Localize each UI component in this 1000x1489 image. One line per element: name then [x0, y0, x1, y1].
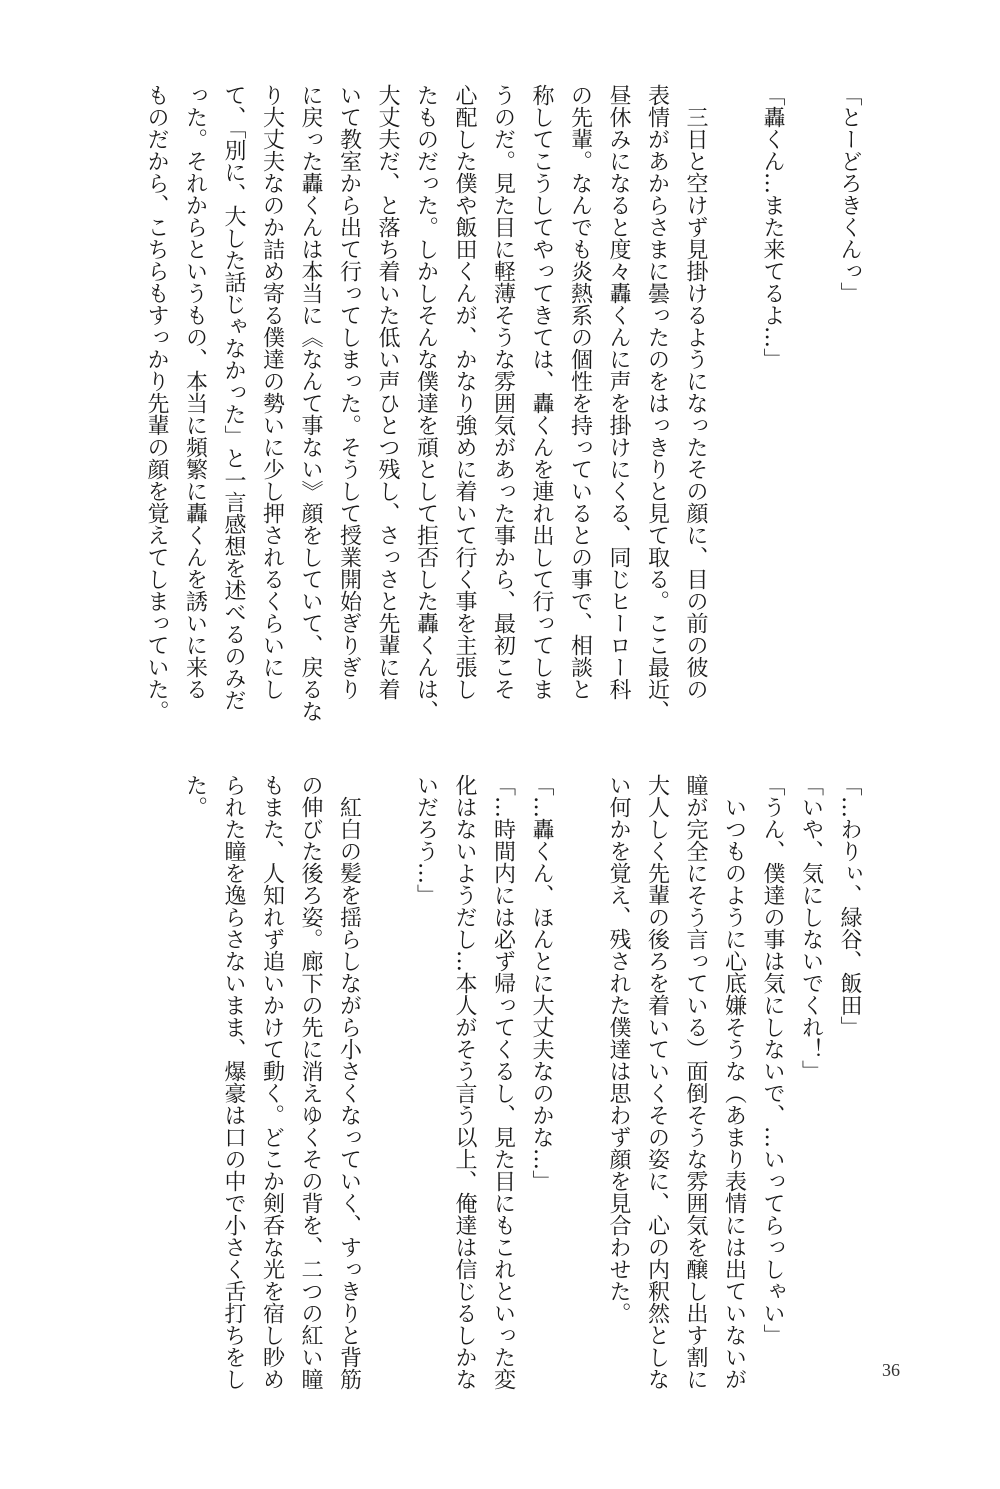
text-line: 「…轟くん、ほんとに大丈夫なのかな…」 [529, 774, 554, 1192]
text-line: に戻った轟くんは本当に《なんて事ない》顔をしていて、戻るな [298, 84, 323, 722]
text-line [560, 774, 599, 1414]
text-line: られた瞳を逸らさないまま、爆豪は口の中で小さく舌打ちをし [221, 774, 246, 1390]
text-line: いだろう…」 [413, 774, 439, 906]
text-line [368, 774, 407, 1414]
text-line: の先輩。なんでも炎熱系の個性を持っているとの事で、相談と [567, 84, 593, 700]
text-line: 大丈夫だ、と落ち着いた低い声ひとつ残し、さっさと先輩に着 [375, 84, 400, 700]
text-line: 「とーどろきくんっ」 [837, 84, 862, 304]
text-line: 「いや、気にしないでくれ！」 [798, 774, 824, 1082]
text-line: の伸びた後ろ姿。廊下の先に消えゆくその背を、二つの紅い瞳 [298, 774, 323, 1390]
text-line: 称してこうしてやってきては、轟くんを連れ出して行ってしま [529, 84, 554, 700]
text-line: もまた、人知れず追いかけて動く。どこか剣呑な光を宿し眇め [259, 774, 285, 1390]
text-line: うのだ。見た目に軽薄そうな雰囲気があった事から、最初こそ [490, 84, 516, 700]
text-line: 「轟くん…また来てるよ…」 [760, 84, 785, 370]
bottom-text-block [175, 774, 868, 1414]
text-line: て、「別に、大した話じゃなかった」と一言感想を述べるのみだ [221, 84, 246, 711]
text-line: った。それからというもの、本当に頻繁に轟くんを誘いに来る [182, 84, 208, 700]
text-line: いつものように心底嫌そうな（あまり表情には出ていないが [721, 774, 747, 1390]
text-line: い何かを覚え、残された僕達は思わず顔を見合わせた。 [606, 774, 631, 1324]
text-line: いて教室から出て行ってしまった。そうして授業開始ぎりぎり [336, 84, 362, 700]
text-line: 大人しく先輩の後ろを着いていくその姿に、心の内釈然としな [644, 774, 670, 1390]
text-line: 紅白の髪を揺らしながら小さくなっていく、すっきりと背筋 [336, 774, 362, 1390]
text-line: 昼休みになると度々轟くんに声を掛けにくる、同じヒーロー科 [606, 84, 631, 700]
text-line: 瞳が完全にそう言っている）面倒そうな雰囲気を醸し出す割に [683, 774, 708, 1390]
text-line: たものだった。しかしそんな僕達を頑として拒否した轟くんは、 [413, 84, 439, 722]
text-line: た。 [182, 774, 208, 818]
text-line: 表情があからさまに曇ったのをはっきりと見て取る。ここ最近、 [644, 84, 670, 722]
text-line: 三日と空けず見掛けるようになったその顔に、目の前の彼の [683, 84, 708, 700]
text-line: 「…わりぃ、緑谷、飯田」 [837, 774, 862, 1038]
text-line: 「うん、僕達の事は気にしないで、…いってらっしゃい」 [760, 774, 785, 1346]
text-line [714, 84, 753, 724]
top-text-block [137, 84, 869, 724]
page-number: 36 [882, 1360, 900, 1380]
text-line: 心配した僕や飯田くんが、かなり強めに着いて行く事を主張し [452, 84, 477, 700]
text-line: 化はないようだし…本人がそう言う以上、俺達は信じるしかな [452, 774, 477, 1390]
text-line: ものだから、こちらもすっかり先輩の顔を覚えてしまっていた。 [144, 84, 169, 722]
text-line: り大丈夫なのか詰め寄る僕達の勢いに少し押されるくらいにし [259, 84, 285, 700]
text-line [791, 84, 830, 724]
text-line: 「…時間内には必ず帰ってくるし、見た目にもこれといった変 [490, 774, 516, 1390]
